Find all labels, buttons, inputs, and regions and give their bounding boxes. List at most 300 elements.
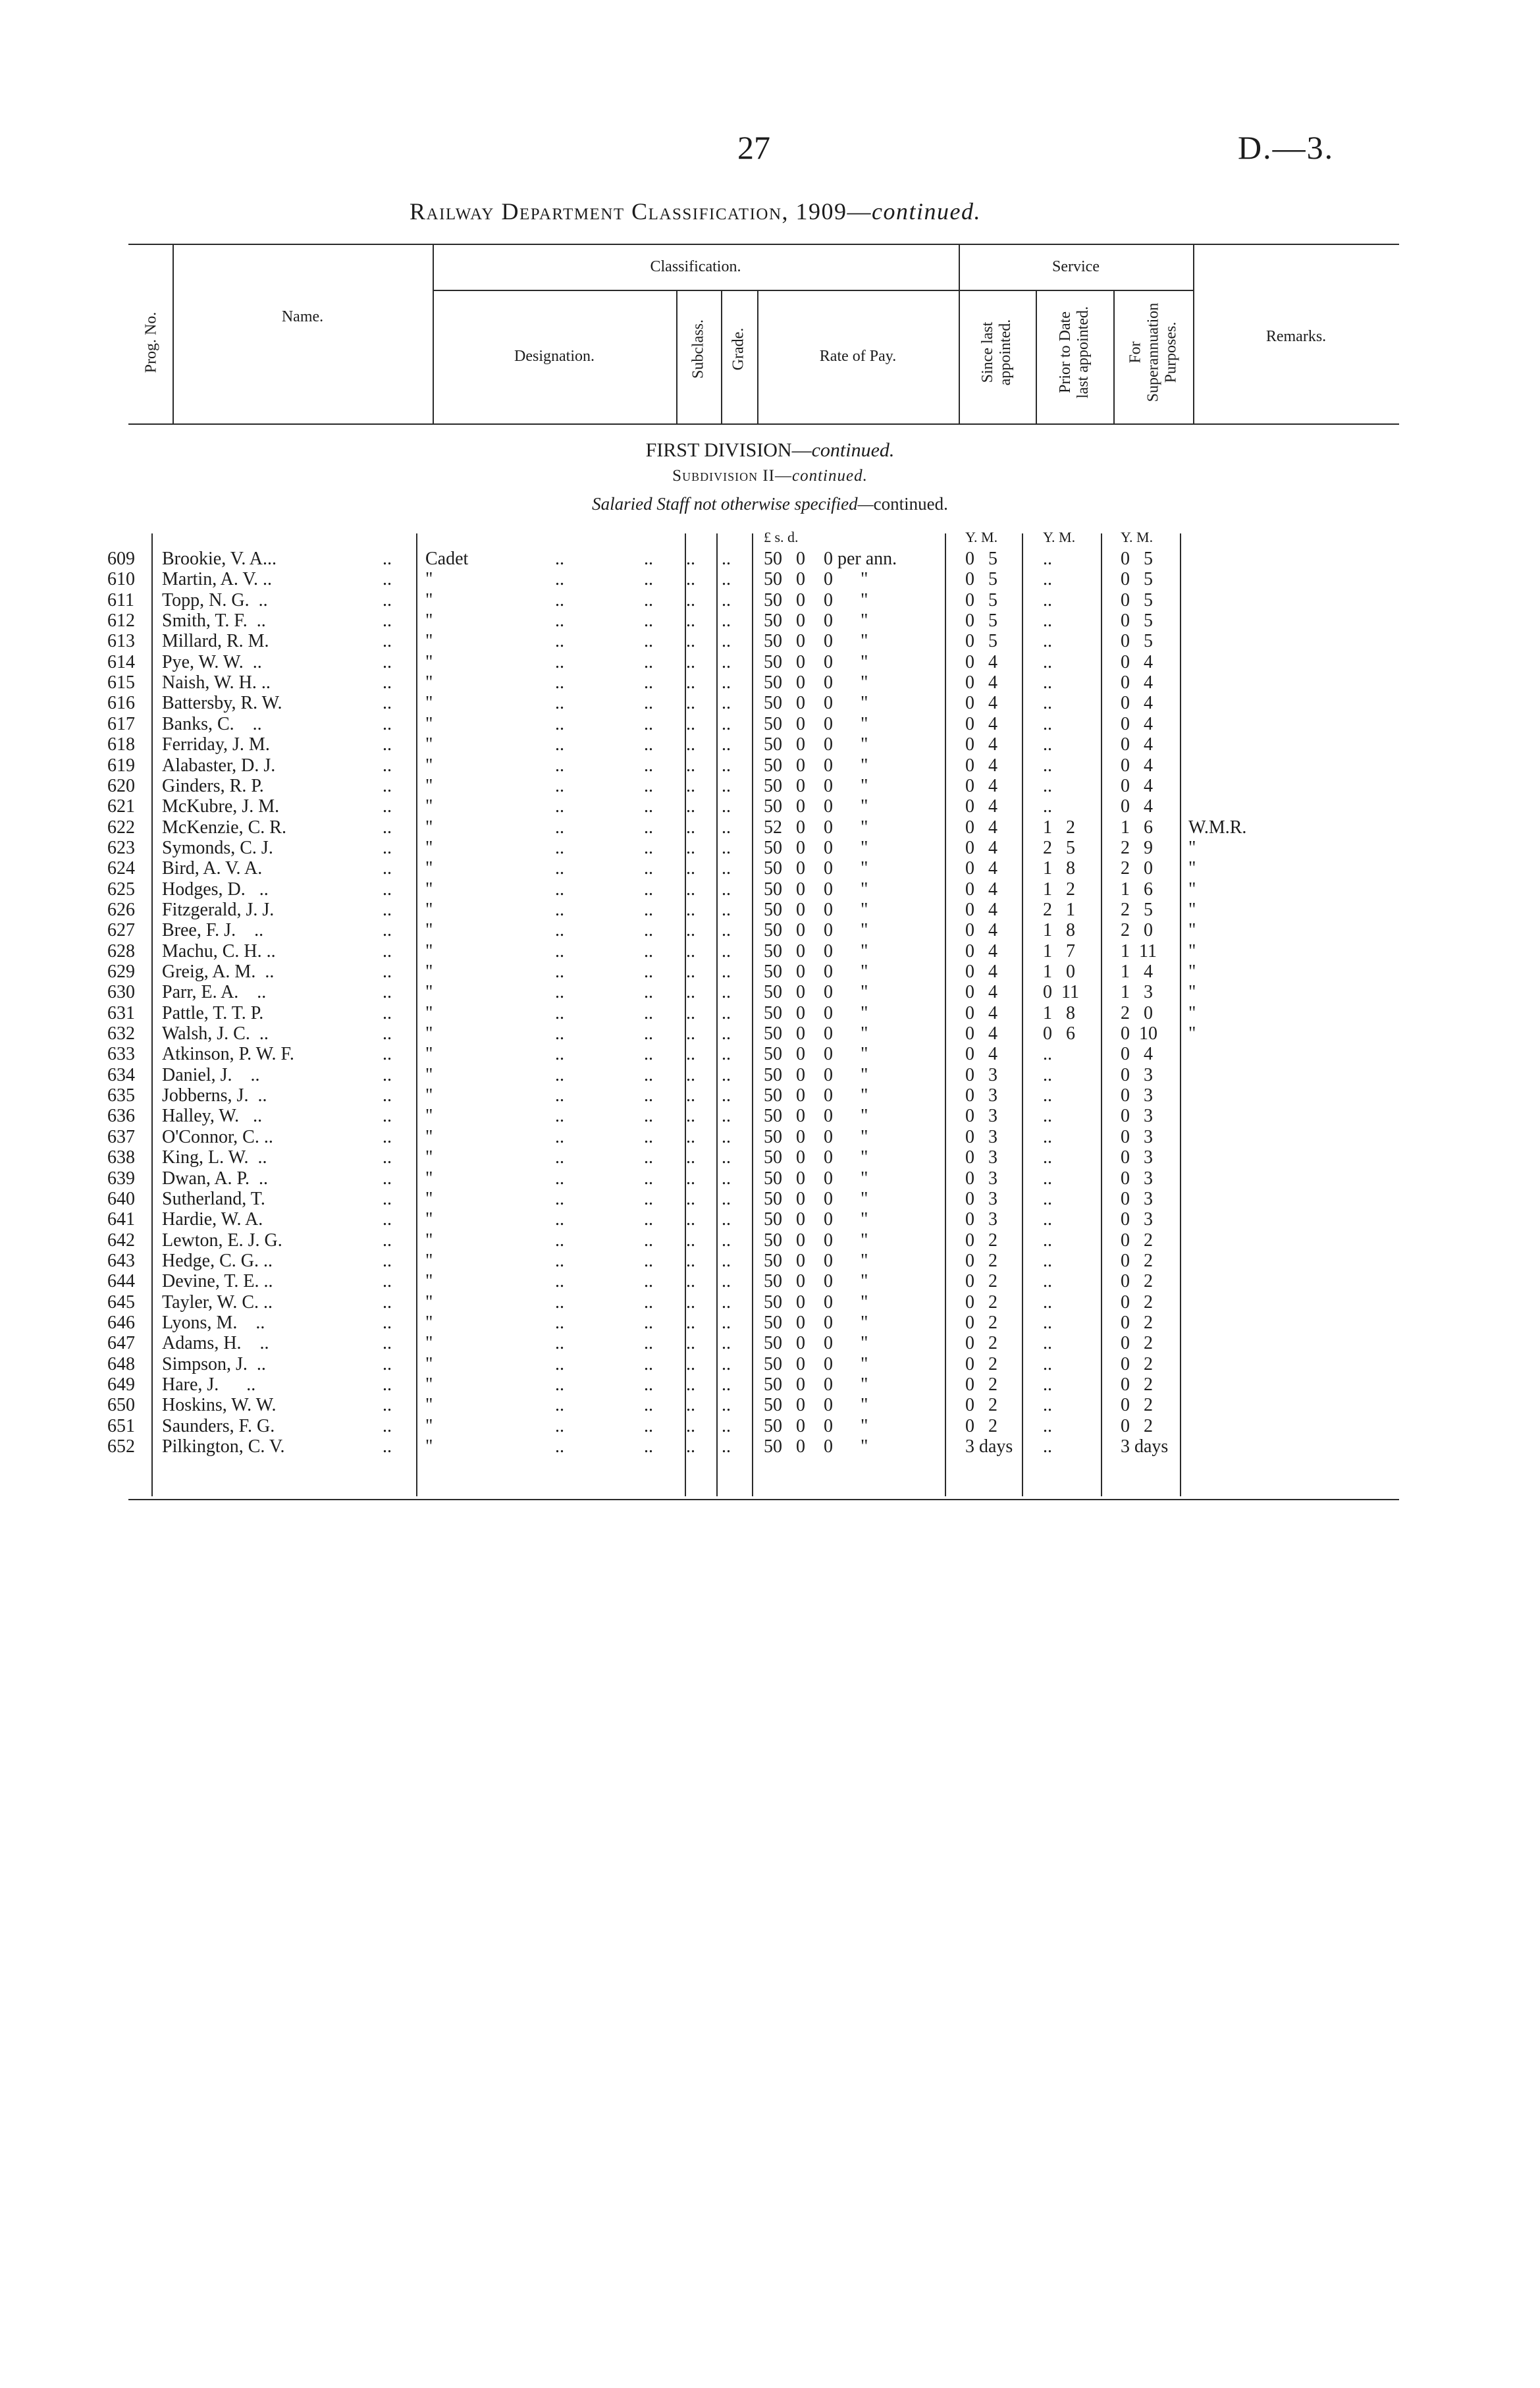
employee-name: Symonds, C. J. xyxy=(162,837,273,858)
since-last-appointed: 0 3 xyxy=(965,1209,997,1230)
leader-dots: .. xyxy=(644,1436,653,1457)
leader-dots: .. xyxy=(555,713,564,734)
table-row xyxy=(0,1313,1540,1334)
header-subclass: Subclass. xyxy=(689,319,707,379)
grade-dots: .. xyxy=(722,1333,731,1354)
table-row xyxy=(0,817,1540,838)
leader-dots: .. xyxy=(555,631,564,652)
rate-of-pay: 50 0 0 " xyxy=(764,631,868,652)
table-row xyxy=(0,1436,1540,1457)
page-title-suffix: continued. xyxy=(872,198,981,225)
header-bottom-rule xyxy=(128,423,1399,425)
superannuation: 0 4 xyxy=(1121,734,1153,755)
superannuation: 0 3 xyxy=(1121,1085,1153,1106)
superannuation: 0 5 xyxy=(1121,611,1153,632)
employee-name: Parr, E. A. .. xyxy=(162,982,267,1003)
leader-dots: .. xyxy=(383,693,392,714)
page-title xyxy=(410,198,981,225)
prog-number: 637 xyxy=(107,1126,135,1147)
leader-dots: .. xyxy=(383,1209,392,1230)
prior-to-date: .. xyxy=(1043,549,1052,569)
prog-number: 627 xyxy=(107,920,135,941)
leader-dots: .. xyxy=(644,858,653,879)
superannuation: 2 0 xyxy=(1121,1002,1153,1023)
grade-dots: .. xyxy=(722,1436,731,1457)
employee-name: McKubre, J. M. xyxy=(162,796,280,817)
superannuation: 1 3 xyxy=(1121,982,1153,1003)
superannuation: 0 4 xyxy=(1121,672,1153,693)
rate-of-pay: 50 0 0 " xyxy=(764,1064,868,1085)
leader-dots: .. xyxy=(383,940,392,962)
employee-name: Millard, R. M. xyxy=(162,631,269,652)
prog-number: 619 xyxy=(107,755,135,776)
remarks: " xyxy=(1188,837,1196,858)
rate-of-pay: 50 0 0 " xyxy=(764,611,868,632)
leader-dots: .. xyxy=(644,651,653,672)
prior-to-date: 1 8 xyxy=(1043,858,1075,879)
designation: " xyxy=(425,1106,433,1127)
designation: " xyxy=(425,879,433,900)
since-last-appointed: 0 5 xyxy=(965,611,997,632)
prior-to-date: .. xyxy=(1043,755,1052,776)
leader-dots: .. xyxy=(383,837,392,858)
employee-name: Hodges, D. .. xyxy=(162,879,269,900)
prior-to-date: .. xyxy=(1043,1230,1052,1251)
superannuation: 0 5 xyxy=(1121,569,1153,590)
subclass-dots: .. xyxy=(686,1374,695,1395)
leader-dots: .. xyxy=(555,982,564,1003)
designation: " xyxy=(425,631,433,652)
col-rule-designation xyxy=(676,290,677,423)
employee-name: Bird, A. V. A. xyxy=(162,858,263,879)
employee-name: Sutherland, T. xyxy=(162,1188,265,1209)
table-row xyxy=(0,941,1540,962)
superannuation: 0 2 xyxy=(1121,1395,1153,1416)
subclass-dots: .. xyxy=(686,1085,695,1106)
prior-to-date: 0 6 xyxy=(1043,1023,1075,1045)
leader-dots: .. xyxy=(555,1353,564,1374)
since-last-appointed: 0 5 xyxy=(965,589,997,611)
rate-of-pay: 50 0 0 " xyxy=(764,1023,868,1045)
table-row xyxy=(0,900,1540,921)
employee-name: Lyons, M. .. xyxy=(162,1312,265,1333)
prog-number: 634 xyxy=(107,1064,135,1085)
subdivision-heading-text: Subdivision II— xyxy=(672,467,792,485)
leader-dots: .. xyxy=(644,1395,653,1416)
leader-dots: .. xyxy=(555,1415,564,1436)
remarks: " xyxy=(1188,899,1196,920)
leader-dots: .. xyxy=(555,1209,564,1230)
prior-to-date: .. xyxy=(1043,775,1052,796)
subclass-dots: .. xyxy=(686,713,695,734)
since-last-appointed: 0 3 xyxy=(965,1147,997,1168)
table-row xyxy=(0,590,1540,611)
superannuation: 0 2 xyxy=(1121,1312,1153,1333)
employee-name: Atkinson, P. W. F. xyxy=(162,1044,294,1065)
leader-dots: .. xyxy=(555,1230,564,1251)
prior-to-date: .. xyxy=(1043,1168,1052,1189)
prog-number: 609 xyxy=(107,549,135,569)
leader-dots: .. xyxy=(555,1188,564,1209)
since-last-appointed: 0 4 xyxy=(965,651,997,672)
leader-dots: .. xyxy=(644,1353,653,1374)
prior-to-date: .. xyxy=(1043,651,1052,672)
leader-dots: .. xyxy=(555,1002,564,1023)
leader-dots: .. xyxy=(383,1353,392,1374)
employee-name: Smith, T. F. .. xyxy=(162,611,266,632)
since-last-appointed: 0 2 xyxy=(965,1333,997,1354)
grade-dots: .. xyxy=(722,1044,731,1065)
subclass-dots: .. xyxy=(686,879,695,900)
grade-dots: .. xyxy=(722,589,731,611)
leader-dots: .. xyxy=(383,1023,392,1045)
table-row xyxy=(0,1374,1540,1396)
prior-to-date: 0 11 xyxy=(1043,982,1079,1003)
leader-dots: .. xyxy=(555,1064,564,1085)
leader-dots: .. xyxy=(383,672,392,693)
employee-name: Hoskins, W. W. xyxy=(162,1395,277,1416)
leader-dots: .. xyxy=(383,1168,392,1189)
designation: " xyxy=(425,1023,433,1045)
subclass-dots: .. xyxy=(686,1312,695,1333)
leader-dots: .. xyxy=(644,1271,653,1292)
employee-name: Dwan, A. P. .. xyxy=(162,1168,269,1189)
leader-dots: .. xyxy=(383,1188,392,1209)
employee-name: Halley, W. .. xyxy=(162,1106,263,1127)
rate-of-pay: 50 0 0 " xyxy=(764,755,868,776)
since-last-appointed: 0 4 xyxy=(965,817,997,838)
col-rule-since xyxy=(1036,290,1037,423)
leader-dots: .. xyxy=(555,899,564,920)
table-row xyxy=(0,1209,1540,1230)
leader-dots: .. xyxy=(383,1312,392,1333)
rate-of-pay: 50 0 0 " xyxy=(764,1250,868,1271)
leader-dots: .. xyxy=(555,940,564,962)
rate-of-pay: 50 0 0 " xyxy=(764,1353,868,1374)
grade-dots: .. xyxy=(722,1374,731,1395)
superannuation: 0 3 xyxy=(1121,1147,1153,1168)
employee-name: Bree, F. J. .. xyxy=(162,920,264,941)
table-row xyxy=(0,631,1540,652)
rate-of-pay: 50 0 0 " xyxy=(764,1312,868,1333)
leader-dots: .. xyxy=(383,962,392,982)
superannuation: 2 0 xyxy=(1121,920,1153,941)
table-row xyxy=(0,755,1540,776)
leader-dots: .. xyxy=(555,1085,564,1106)
prior-to-date: .. xyxy=(1043,1209,1052,1230)
prior-to-date: .. xyxy=(1043,1085,1052,1106)
subclass-dots: .. xyxy=(686,817,695,838)
subclass-dots: .. xyxy=(686,1353,695,1374)
subclass-dots: .. xyxy=(686,672,695,693)
rate-of-pay: 50 0 0 " xyxy=(764,1230,868,1251)
staff-heading-text: Salaried Staff not otherwise specified— xyxy=(592,494,874,514)
prog-number: 610 xyxy=(107,569,135,590)
col-rule-prog xyxy=(173,244,174,423)
prior-to-date: .. xyxy=(1043,1353,1052,1374)
table-row xyxy=(0,549,1540,570)
prior-to-date: .. xyxy=(1043,1374,1052,1395)
leader-dots: .. xyxy=(644,1188,653,1209)
col-rule-subclass xyxy=(721,290,722,423)
designation: " xyxy=(425,1126,433,1147)
leader-dots: .. xyxy=(644,755,653,776)
leader-dots: .. xyxy=(555,1333,564,1354)
prog-number: 645 xyxy=(107,1291,135,1313)
leader-dots: .. xyxy=(383,1250,392,1271)
leader-dots: .. xyxy=(644,1291,653,1313)
grade-dots: .. xyxy=(722,962,731,982)
designation: " xyxy=(425,672,433,693)
page-title-text: Railway Department Classification, 1909— xyxy=(410,198,872,225)
rate-of-pay: 50 0 0 " xyxy=(764,899,868,920)
since-last-appointed: 0 2 xyxy=(965,1374,997,1395)
rate-of-pay: 50 0 0 " xyxy=(764,879,868,900)
rate-of-pay: 50 0 0 " xyxy=(764,1002,868,1023)
rate-of-pay: 50 0 0 " xyxy=(764,1126,868,1147)
subclass-dots: .. xyxy=(686,1209,695,1230)
superannuation: 0 4 xyxy=(1121,796,1153,817)
grade-dots: .. xyxy=(722,775,731,796)
grade-dots: .. xyxy=(722,1064,731,1085)
grade-dots: .. xyxy=(722,1002,731,1023)
prior-to-date: .. xyxy=(1043,1147,1052,1168)
leader-dots: .. xyxy=(383,611,392,632)
designation: " xyxy=(425,1291,433,1313)
prog-number: 630 xyxy=(107,982,135,1003)
since-last-appointed: 0 2 xyxy=(965,1250,997,1271)
since-last-appointed: 0 4 xyxy=(965,755,997,776)
prior-to-date: .. xyxy=(1043,1188,1052,1209)
rate-of-pay: 50 0 0 " xyxy=(764,1415,868,1436)
remarks: " xyxy=(1188,982,1196,1003)
grade-dots: .. xyxy=(722,1147,731,1168)
since-last-appointed: 0 4 xyxy=(965,858,997,879)
leader-dots: .. xyxy=(555,796,564,817)
grade-dots: .. xyxy=(722,879,731,900)
leader-dots: .. xyxy=(383,549,392,569)
leader-dots: .. xyxy=(644,1002,653,1023)
designation: " xyxy=(425,569,433,590)
prior-to-date: .. xyxy=(1043,569,1052,590)
table-row xyxy=(0,569,1540,590)
rate-of-pay: 50 0 0 " xyxy=(764,920,868,941)
designation: " xyxy=(425,1312,433,1333)
employee-name: Brookie, V. A... xyxy=(162,549,277,569)
employee-name: Lewton, E. J. G. xyxy=(162,1230,282,1251)
designation: " xyxy=(425,1168,433,1189)
employee-name: Pattle, T. T. P. xyxy=(162,1002,264,1023)
header-remarks: Remarks. xyxy=(1265,328,1327,345)
employee-name: Adams, H. .. xyxy=(162,1333,269,1354)
since-unit-label: Y. M. xyxy=(965,529,998,545)
prior-to-date: .. xyxy=(1043,672,1052,693)
prior-unit-label: Y. M. xyxy=(1043,529,1076,545)
division-heading-text: FIRST DIVISION— xyxy=(645,439,812,461)
designation: " xyxy=(425,651,433,672)
leader-dots: .. xyxy=(644,920,653,941)
superannuation: 0 10 xyxy=(1121,1023,1157,1045)
subclass-dots: .. xyxy=(686,1271,695,1292)
rate-of-pay: 50 0 0 " xyxy=(764,1271,868,1292)
header-grade: Grade. xyxy=(730,327,747,371)
grade-dots: .. xyxy=(722,713,731,734)
rate-of-pay: 50 0 0 " xyxy=(764,672,868,693)
table-row xyxy=(0,1333,1540,1354)
leader-dots: .. xyxy=(383,631,392,652)
employee-name: Battersby, R. W. xyxy=(162,693,282,714)
leader-dots: .. xyxy=(644,1415,653,1436)
leader-dots: .. xyxy=(383,1291,392,1313)
since-last-appointed: 0 4 xyxy=(965,693,997,714)
prior-to-date: .. xyxy=(1043,1106,1052,1127)
since-last-appointed: 0 2 xyxy=(965,1395,997,1416)
leader-dots: .. xyxy=(383,734,392,755)
leader-dots: .. xyxy=(383,1395,392,1416)
since-last-appointed: 0 4 xyxy=(965,982,997,1003)
leader-dots: .. xyxy=(644,817,653,838)
grade-dots: .. xyxy=(722,1168,731,1189)
table-row xyxy=(0,879,1540,900)
prior-to-date: 1 8 xyxy=(1043,920,1075,941)
employee-name: Jobberns, J. .. xyxy=(162,1085,267,1106)
prog-number: 621 xyxy=(107,796,135,817)
rate-of-pay: 50 0 0 " xyxy=(764,1044,868,1065)
leader-dots: .. xyxy=(555,837,564,858)
rate-of-pay: 50 0 0 " xyxy=(764,837,868,858)
prior-to-date: .. xyxy=(1043,796,1052,817)
prog-number: 613 xyxy=(107,631,135,652)
prog-number: 622 xyxy=(107,817,135,838)
prior-to-date: .. xyxy=(1043,589,1052,611)
leader-dots: .. xyxy=(383,1085,392,1106)
designation: " xyxy=(425,982,433,1003)
superannuation: 0 2 xyxy=(1121,1415,1153,1436)
employee-name: Walsh, J. C. .. xyxy=(162,1023,269,1045)
prog-number: 618 xyxy=(107,734,135,755)
header-designation: Designation. xyxy=(514,348,595,365)
grade-dots: .. xyxy=(722,1085,731,1106)
rate-of-pay: 50 0 0 " xyxy=(764,589,868,611)
leader-dots: .. xyxy=(644,549,653,569)
grade-dots: .. xyxy=(722,1291,731,1313)
employee-name: Pilkington, C. V. xyxy=(162,1436,285,1457)
employee-name: Tayler, W. C. .. xyxy=(162,1291,273,1313)
leader-dots: .. xyxy=(555,589,564,611)
rate-of-pay: 50 0 0 " xyxy=(764,1209,868,1230)
grade-dots: .. xyxy=(722,1188,731,1209)
rate-of-pay: 50 0 0 " xyxy=(764,982,868,1003)
prog-number: 616 xyxy=(107,693,135,714)
table-row xyxy=(0,1168,1540,1189)
leader-dots: .. xyxy=(644,1044,653,1065)
superannuation: 0 4 xyxy=(1121,651,1153,672)
pay-unit-label: £ s. d. xyxy=(764,529,799,545)
leader-dots: .. xyxy=(644,693,653,714)
prior-to-date: .. xyxy=(1043,1250,1052,1271)
leader-dots: .. xyxy=(555,1250,564,1271)
leader-dots: .. xyxy=(383,858,392,879)
superannuation: 0 2 xyxy=(1121,1353,1153,1374)
since-last-appointed: 0 4 xyxy=(965,879,997,900)
leader-dots: .. xyxy=(644,589,653,611)
header-prior-to-date: Prior to Date last appointed. xyxy=(1057,306,1092,398)
grade-dots: .. xyxy=(722,1126,731,1147)
employee-name: Saunders, F. G. xyxy=(162,1415,275,1436)
rate-of-pay: 52 0 0 " xyxy=(764,817,868,838)
superannuation: 1 11 xyxy=(1121,940,1157,962)
leader-dots: .. xyxy=(555,1436,564,1457)
prog-number: 648 xyxy=(107,1353,135,1374)
rate-of-pay: 50 0 0 " xyxy=(764,1374,868,1395)
rate-of-pay: 50 0 0 " xyxy=(764,1333,868,1354)
employee-name: Daniel, J. .. xyxy=(162,1064,260,1085)
table-row xyxy=(0,962,1540,983)
since-last-appointed: 0 3 xyxy=(965,1106,997,1127)
page-number: 27 xyxy=(737,129,770,166)
leader-dots: .. xyxy=(555,1126,564,1147)
subclass-dots: .. xyxy=(686,899,695,920)
leader-dots: .. xyxy=(644,1023,653,1045)
prog-number: 652 xyxy=(107,1436,135,1457)
leader-dots: .. xyxy=(644,1250,653,1271)
since-last-appointed: 0 4 xyxy=(965,713,997,734)
grade-dots: .. xyxy=(722,651,731,672)
employee-name: Banks, C. .. xyxy=(162,713,262,734)
leader-dots: .. xyxy=(383,1230,392,1251)
table-row xyxy=(0,1271,1540,1292)
rate-of-pay: 50 0 0 " xyxy=(764,651,868,672)
prior-to-date: 1 8 xyxy=(1043,1002,1075,1023)
since-last-appointed: 0 4 xyxy=(965,672,997,693)
table-row xyxy=(0,1106,1540,1127)
subclass-dots: .. xyxy=(686,1230,695,1251)
grade-dots: .. xyxy=(722,1209,731,1230)
table-bottom-rule xyxy=(128,1499,1399,1500)
since-last-appointed: 0 4 xyxy=(965,796,997,817)
leader-dots: .. xyxy=(555,775,564,796)
table-row xyxy=(0,672,1540,693)
subclass-dots: .. xyxy=(686,858,695,879)
rate-of-pay: 50 0 0 " xyxy=(764,734,868,755)
rate-of-pay: 50 0 0 " xyxy=(764,1168,868,1189)
designation: " xyxy=(425,1374,433,1395)
grade-dots: .. xyxy=(722,817,731,838)
designation: " xyxy=(425,1436,433,1457)
rate-of-pay: 50 0 0 " xyxy=(764,1085,868,1106)
header-service: Service xyxy=(1052,258,1100,275)
leader-dots: .. xyxy=(644,1168,653,1189)
designation: " xyxy=(425,1064,433,1085)
prog-number: 643 xyxy=(107,1250,135,1271)
leader-dots: .. xyxy=(644,940,653,962)
employee-name: Machu, C. H. .. xyxy=(162,940,276,962)
prior-to-date: 1 0 xyxy=(1043,962,1075,982)
superannuation: 1 6 xyxy=(1121,817,1153,838)
prog-number: 633 xyxy=(107,1044,135,1065)
table-row xyxy=(0,1395,1540,1416)
superannuation: 0 4 xyxy=(1121,1044,1153,1065)
since-last-appointed: 0 2 xyxy=(965,1353,997,1374)
leader-dots: .. xyxy=(644,796,653,817)
superannuation: 0 3 xyxy=(1121,1064,1153,1085)
leader-dots: .. xyxy=(383,1374,392,1395)
leader-dots: .. xyxy=(555,549,564,569)
employee-name: Ferriday, J. M. xyxy=(162,734,270,755)
since-last-appointed: 0 4 xyxy=(965,837,997,858)
remarks: " xyxy=(1188,879,1196,900)
division-heading xyxy=(0,439,1540,462)
